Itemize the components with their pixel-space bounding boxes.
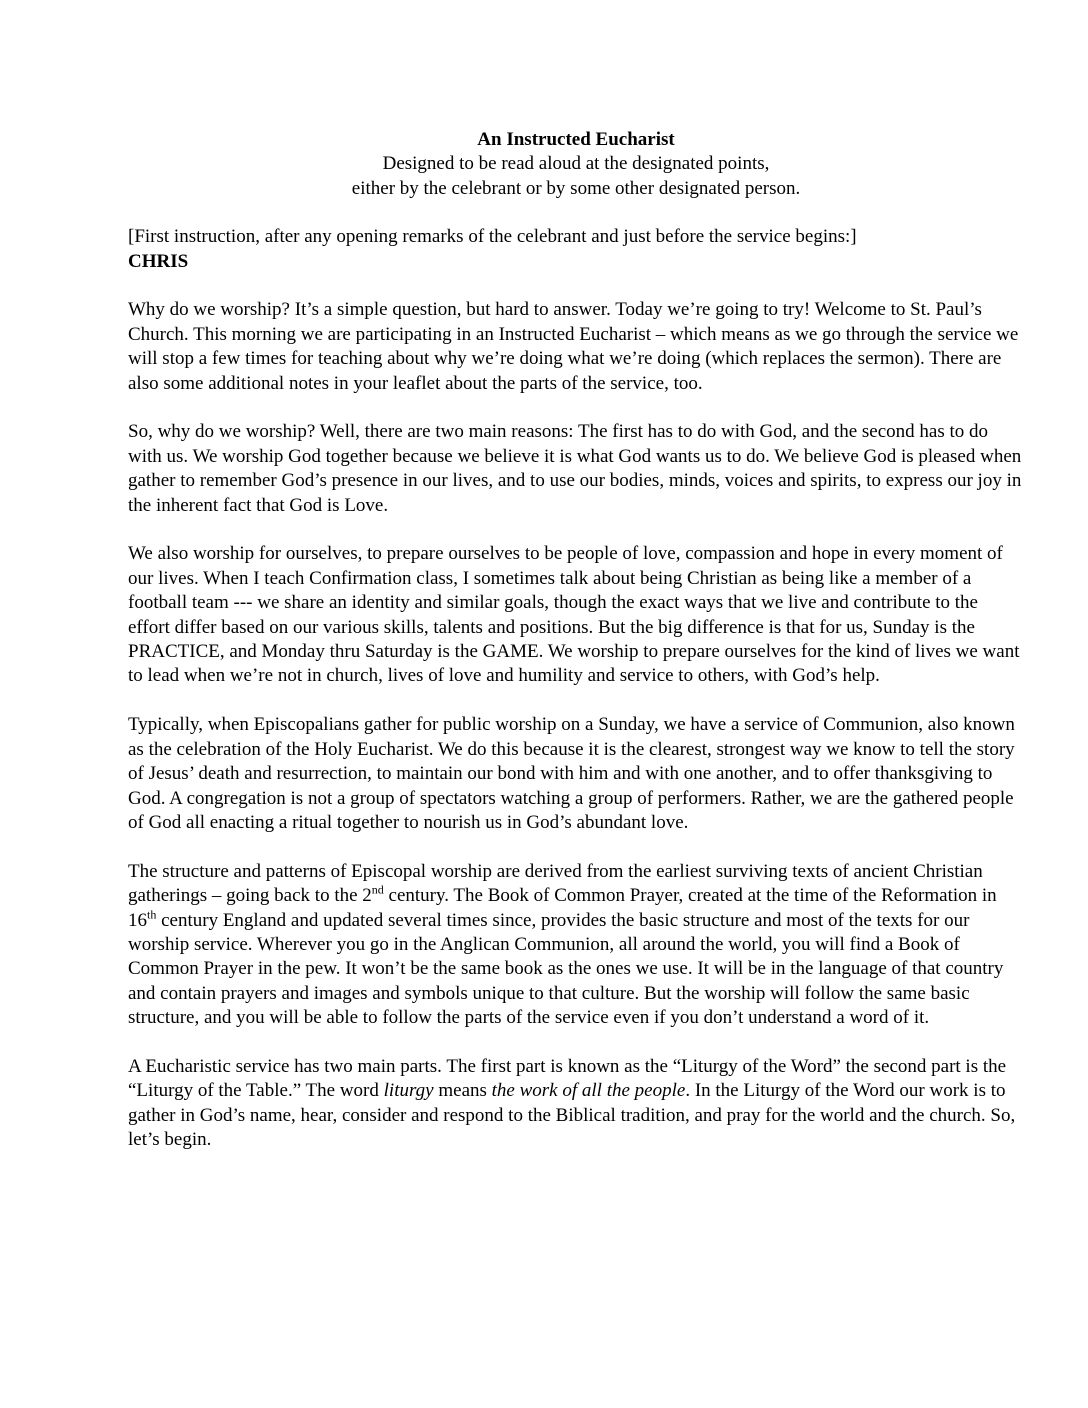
document-subtitle-line-1: Designed to be read aloud at the designated points, [382,153,770,175]
document-header [128,128,1024,201]
paragraph-6-text-a: A Eucharistic service has two main parts. The first part is known as the “Liturgy of the Word” the second part is the “Liturgy of the Table.” The word [128,1055,1007,1102]
paragraph-6-text-b: means [433,1080,492,1102]
paragraph-6-text-c: . In the Liturgy of the Word our work is to gather in God’s name, hear, consider and respond to the Biblical tradition, and pray for the world and the church. So, let’s begin. [128,1080,1016,1151]
ordinal-suffix-nd: nd [371,882,384,897]
document-page [128,128,1024,1153]
paragraph-4: Typically, when Episcopalians gather for public worship on a Sunday, we have a service of Communion, also known as the celebration of the Holy Eucharist. We do this because it is the clearest, strongest way we know to tell the story of Jesus’ death and resurrection, to maintain our bond with him and with one another, and to offer thanksgiving to God. A congregation is not a group of spectators watching a group of performers. Rather, we are the gathered people of God all enacting a ritual together to nourish us in God’s abundant love. [128,714,1015,833]
instruction-note: [First instruction, after any opening remarks of the celebrant and just before the service begins:] [128,226,857,248]
paragraph-5-text-a: The structure and patterns of Episcopal worship are derived from the earliest surviving texts of ancient Christian gatherings – going back to the 2 [128,860,983,907]
document-title: An Instructed Eucharist [477,129,675,150]
paragraph-1: Why do we worship? It’s a simple question, but hard to answer. Today we’re going to try! Welcome to St. Paul’s Church. This morning we are participating in an Instructed Eucharist – which means as we go through the service we will stop a few times for teaching about why we’re doing what we’re doing (which replaces the sermon). There are also some additional notes in your leaflet about the parts of the service, too. [128,299,1019,394]
paragraph-5 [128,860,1024,1031]
paragraph-6 [128,1055,1024,1153]
ordinal-suffix-th: th [147,907,157,922]
paragraph-5-text-b: century. The Book of Common Prayer, created at the time of the Reformation in 16 [128,885,997,931]
emphasis-liturgy: liturgy [383,1080,434,1102]
paragraph-5-text-c: century England and updated several times since, provides the basic structure and most of the texts for our worship service. Wherever you go in the Anglican Communion, all around the world, you will find a Book of Common Prayer in the pew. It won’t be the same book as the ones we use. It will be in the language of that country and contain prayers and images and symbols unique to that culture. But the worship will follow the same basic structure, and you will be able to follow the parts of the service even if you don’t understand a word of it. [128,909,1004,1029]
emphasis-work-of-people: the work of all the people [491,1080,686,1102]
paragraph-3: We also worship for ourselves, to prepare ourselves to be people of love, compassion and hope in every moment of our lives. When I teach Confirmation class, I sometimes talk about being Christian as being like a member of a football team --- we share an identity and similar goals, though the exact ways that we live and contribute to the effort differ based on our various skills, talents and positions. But the big difference is that for us, Sunday is the PRACTICE, and Monday thru Saturday is the GAME. We worship to prepare ourselves for the kind of lives we want to lead when we’re not in church, lives of love and humility and service to others, with God’s help. [128,543,1020,687]
document-subtitle-line-2: either by the celebrant or by some other designated person. [351,177,801,199]
paragraph-2: So, why do we worship? Well, there are two main reasons: The first has to do with God, and the second has to do with us. We worship God together because we believe it is what God wants us to do. We believe God is pleased when gather to remember God’s presence in our lives, and to use our bodies, minds, voices and spirits, to express our joy in the inherent fact that God is Love. [128,421,1022,516]
speaker-name: CHRIS [128,250,189,272]
